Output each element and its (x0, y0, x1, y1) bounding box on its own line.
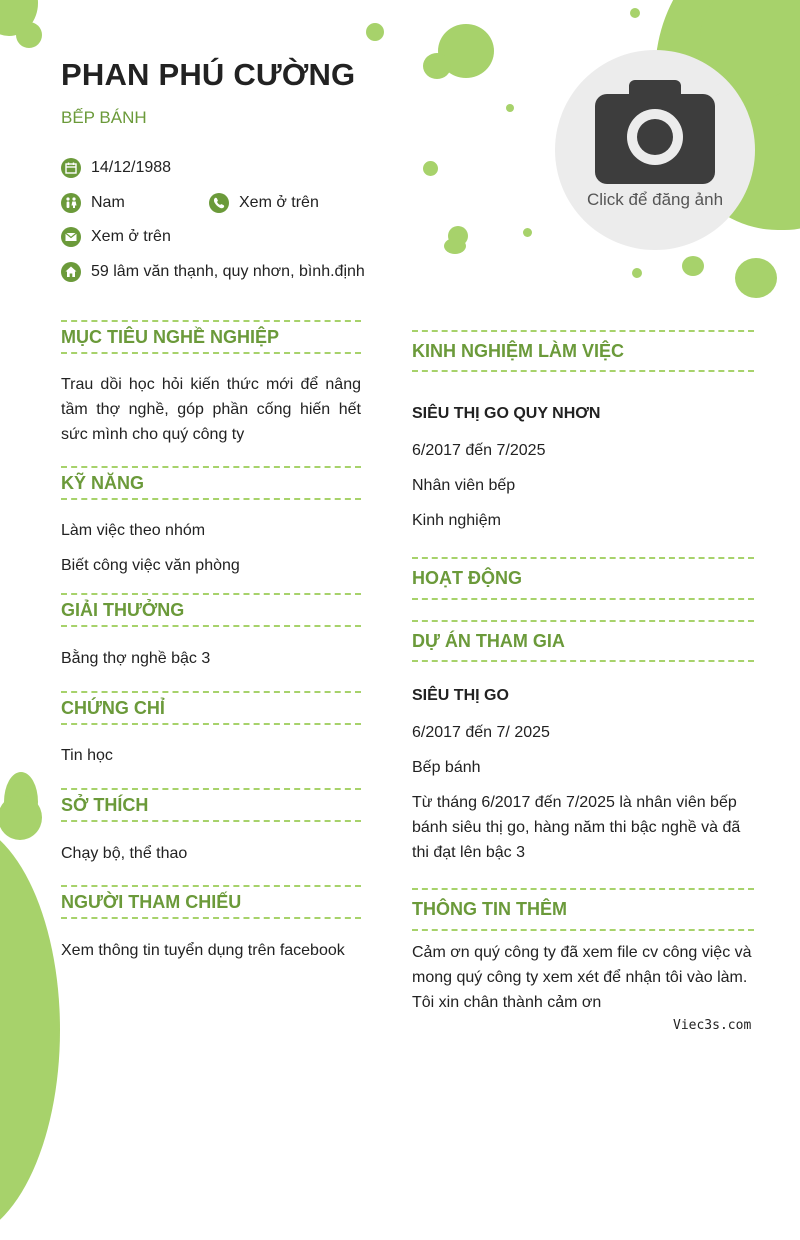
section-title: KỸ NĂNG (61, 472, 145, 493)
extra-text: Cảm ơn quý công ty đã xem file cv công việc và mong quý công ty xem xét để nhận tôi vào làm. Tôi xin chân thành cảm ơn (412, 944, 752, 1011)
phone-icon (209, 193, 229, 213)
email-value: Xem ở trên (91, 228, 171, 245)
section-title: SỞ THÍCH (61, 794, 149, 815)
photo-caption: Click để đăng ảnh (586, 190, 724, 209)
email-icon (61, 227, 81, 247)
phone-row (209, 193, 319, 213)
section-projects (412, 620, 754, 662)
gender-value: Nam (91, 194, 125, 211)
gender-row (61, 193, 125, 213)
project-name: SIÊU THỊ GO (412, 687, 509, 704)
hobby-text: Chạy bộ, thể thao (61, 845, 188, 862)
phone-value: Xem ở trên (239, 194, 319, 211)
section-activities (412, 557, 754, 600)
project-description: Từ tháng 6/2017 đến 7/2025 là nhân viên bếp bánh siêu thị go, hàng năm thi bậc nghề và đã thi đạt lên bậc 3 (412, 794, 741, 861)
footer-brand: Viec3s.com (673, 1018, 752, 1033)
job-title: BẾP BÁNH (61, 108, 147, 127)
experience-company: SIÊU THỊ GO QUY NHƠN (412, 405, 601, 422)
award-text: Bằng thợ nghề bậc 3 (61, 650, 211, 667)
certificate-text: Tin học (61, 747, 113, 764)
email-row (61, 227, 171, 247)
calendar-icon (61, 158, 81, 178)
section-hobbies (61, 788, 361, 822)
skill-item: Làm việc theo nhóm (61, 522, 206, 539)
experience-detail: Kinh nghiệm (412, 512, 501, 529)
gender-icon (61, 193, 81, 213)
references-text: Xem thông tin tuyển dụng trên facebook (61, 942, 345, 959)
section-title: GIẢI THƯỞNG (61, 599, 185, 620)
section-references (61, 885, 361, 919)
project-role: Bếp bánh (412, 759, 481, 776)
section-certificates (61, 691, 361, 725)
section-awards (61, 593, 361, 627)
section-extra (412, 888, 754, 931)
photo-upload[interactable] (555, 50, 755, 250)
section-title: NGƯỜI THAM CHIẾU (61, 891, 242, 912)
section-objective (61, 320, 361, 354)
birthdate-value: 14/12/1988 (91, 159, 172, 176)
address-row (61, 262, 365, 282)
project-period: 6/2017 đến 7/ 2025 (412, 724, 550, 741)
candidate-name: PHAN PHÚ CƯỜNG (61, 57, 356, 92)
birthdate-row (61, 158, 171, 178)
section-title: THÔNG TIN THÊM (412, 899, 567, 919)
address-value: 59 lâm văn thạnh, quy nhơn, bình.định (91, 263, 365, 280)
experience-period: 6/2017 đến 7/2025 (412, 442, 546, 459)
section-title: KINH NGHIỆM LÀM VIỆC (412, 340, 625, 361)
experience-position: Nhân viên bếp (412, 477, 516, 494)
section-experience (412, 330, 754, 372)
section-skills (61, 466, 361, 500)
section-title: CHỨNG CHỈ (61, 697, 165, 718)
objective-text: Trau dồi học hỏi kiến thức mới để nâng tầm thợ nghề, góp phần cống hiến hết sức mình cho quý công ty (61, 376, 361, 443)
section-title: HOẠT ĐỘNG (412, 568, 522, 588)
skill-item: Biết công việc văn phòng (61, 557, 240, 574)
section-title: DỰ ÁN THAM GIA (412, 630, 565, 651)
section-title: MỤC TIÊU NGHỀ NGHIỆP (61, 326, 280, 347)
camera-icon (595, 80, 715, 184)
home-icon (61, 262, 81, 282)
